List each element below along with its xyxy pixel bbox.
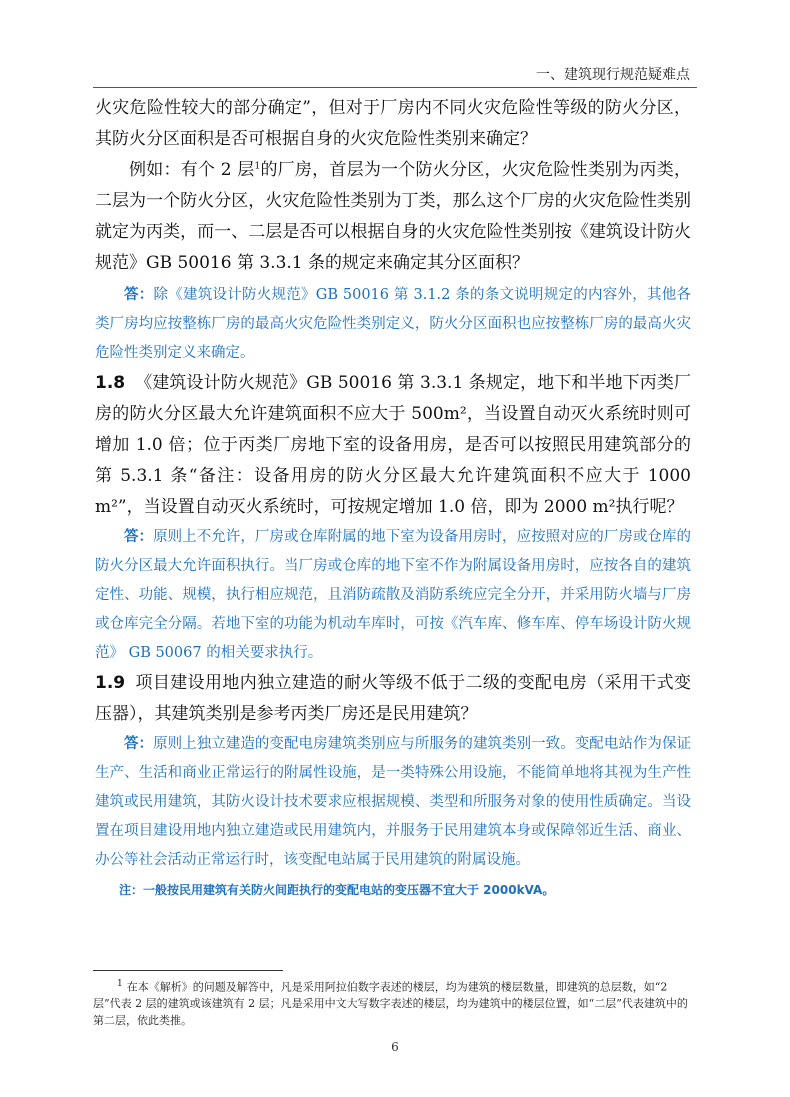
question-text: 项目建设用地内独立建造的耐火等级不低于二级的变配电房（采用干式变压器），其建筑类别是参考丙类厂房还是民用建筑？ [95,673,691,724]
page-content [95,93,691,905]
answer-label: 答： [124,736,154,752]
answer-text: 原则上独立建造的变配电房建筑类别应与所服务的建筑类别一致。变配电站作为保证生产、生活和商业正常运行的附属性设施，是一类特殊公用设施，不能简单地将其视为生产性建筑或民用建筑，其防火设计技术要求应根据规模、类型和所服务对象的使用性质确定。当设置在项目建设用地内独立建造或民用建筑内，并服务于民用建筑本身或保障邻近生活、商业、办公等社会活动正常运行时，该变配电站属于民用建筑的附属设施。 [95,736,692,868]
example-paragraph [95,155,691,279]
footnote-divider [93,970,283,971]
answer-label: 答： [124,529,154,545]
question-continuation: 火灾危险性较大的部分确定”，但对于厂房内不同火灾危险性等级的防火分区，其防火分区面积是否可根据自身的火灾危险性类别来确定？ [95,98,691,149]
footnote [93,976,693,1029]
answer-1-9 [95,730,691,875]
answer-1-8 [95,523,691,668]
question-1-9 [95,668,691,730]
question-text: 《建筑设计防火规范》GB 50016 第 3.3.1 条规定，地下和半地下丙类厂房的防火分区最大允许建筑面积不应大于 500m²，当设置自动灭火系统时则可增加 1.0 倍；位于丙类厂房地下室的设备用房，是否可以按照民用建筑部分的第 5.3.1 条“备注：设备用房的防火分区最大允许建筑面积不应大于 1000 m²”，当设置自动灭火系统时，可按规定增加 1.0 倍，即为 2000 m²执行呢？ [95,373,691,517]
footnote-mark: 1 [117,979,123,989]
example-text-start: 例如：有个 2 层 [129,160,255,180]
header-divider [93,87,697,88]
running-header-title: 一、建筑现行规范疑难点 [536,67,690,83]
footnote-text: 在本《解析》的问题及解答中，凡是采用阿拉伯数字表述的楼层，均为建筑的楼层数量，即建筑的总层数，如“2 层”代表 2 层的建筑或该建筑有 2 层；凡是采用中文大写数字表述的楼层，均为建筑中的楼层位置，如“二层”代表建筑中的第二层，依此类推。 [93,980,688,1027]
answer-text: 除《建筑设计防火规范》GB 50016 第 3.1.2 条的条文说明规定的内容外，其他各类厂房均应按整栋厂房的最高火灾危险性类别定义，防火分区面积也应按整栋厂房的最高火灾危险性类别定义来确定。 [95,287,692,361]
footnote-reference[interactable]: 1 [254,161,261,172]
answer-1-7 [95,281,691,368]
page-number: 6 [391,1040,399,1054]
answer-label: 答： [124,287,154,303]
answer-text: 原则上不允许，厂房或仓库附属的地下室为设备用房时，应按照对应的厂房或仓库的防火分区最大允许面积执行。当厂房或仓库的地下室不作为附属设备用房时，应按各自的建筑定性、功能、规模，执行相应规范，且消防疏散及消防系统应完全分开，并采用防火墙与厂房或仓库完全分隔。若地下室的功能为机动车库时，可按《汽车库、修车库、停车场设计防火规范》 GB 50067 的相关要求执行。 [95,529,692,661]
question-number: 1.8 [95,373,126,393]
question-1-8 [95,368,691,523]
example-text-end: 的厂房，首层为一个防火分区，火灾危险性类别为丙类，二层为一个防火分区，火灾危险性类别为丁类，那么这个厂房的火灾危险性类别就定为丙类，而一、二层是否可以根据自身的火灾危险性类别按《建筑设计防火规范》GB 50016 第 3.3.1 条的规定来确定其分区面积？ [95,160,692,273]
question-number: 1.9 [95,673,126,693]
note-text: 注：一般按民用建筑有关防火间距执行的变配电站的变压器不宜大于 2000kVA。 [119,883,555,897]
